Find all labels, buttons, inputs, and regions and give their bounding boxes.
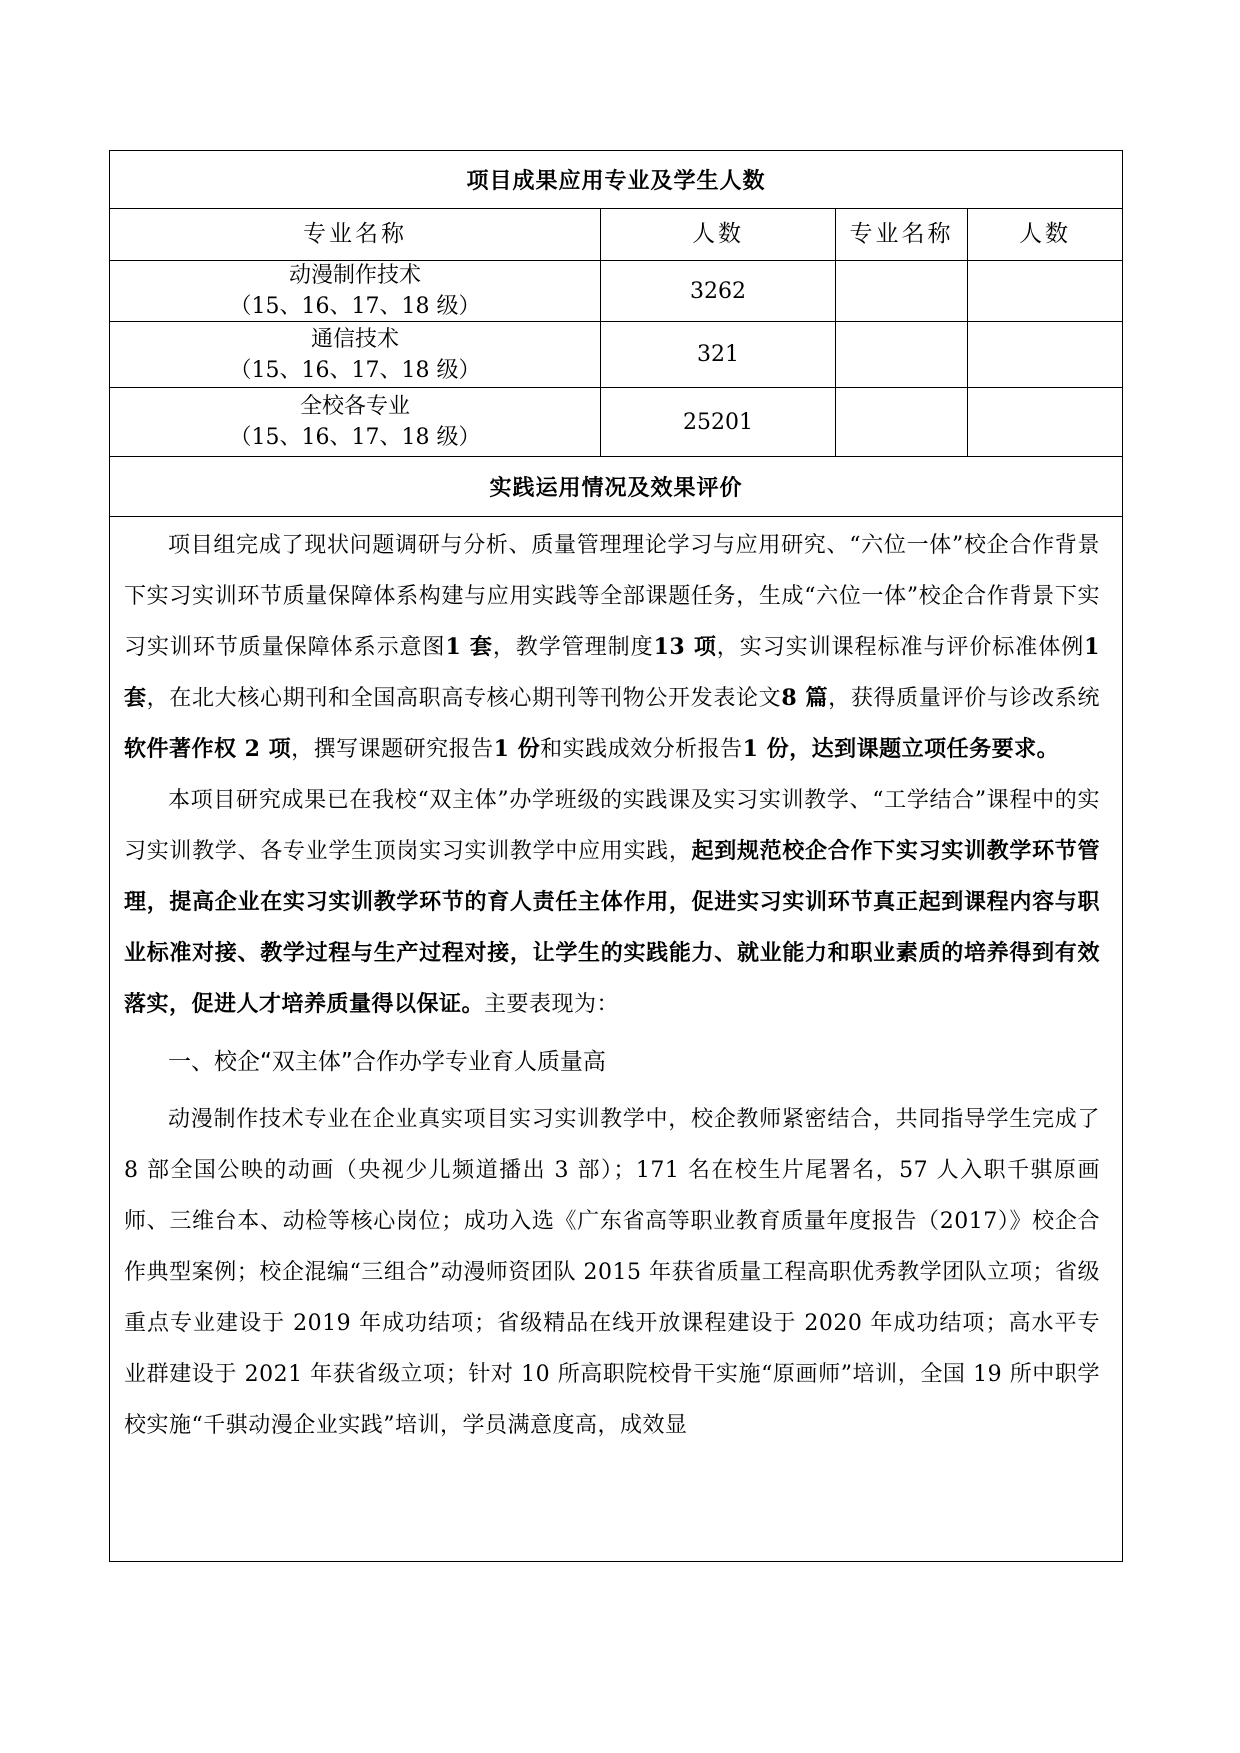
- paragraph-application: 本项目研究成果已在我校“双主体”办学班级的实践课及实习实训教学、“工学结合”课程中的实习实训教学、各专业学生顶岗实习实训教学中应用实践，起到规范校企合作下实习实训教学环节管理，提高企业在实习实训教学环节的育人责任主体作用，促进实习实训环节真正起到课程内容与职业标准对接、教学过程与生产过程对接，让学生的实践能力、就业能力和职业素质的培养得到有效落实，促进人才培养质量得以保证。主要表现为：: [124, 788, 1100, 1017]
- table-title: 项目成果应用专业及学生人数: [466, 168, 766, 194]
- header-major-name: 专业名称: [110, 209, 601, 260]
- major-grades: （15、16、17、18 级）: [229, 425, 481, 450]
- table-row: [110, 261, 1122, 322]
- major-cell: [110, 388, 601, 456]
- empty-cell: [836, 261, 968, 321]
- major-grades: （15、16、17、18 级）: [229, 357, 481, 383]
- empty-cell: [836, 388, 968, 456]
- major-name: 动漫制作技术: [288, 263, 421, 288]
- paragraph-results: 项目组完成了现状问题调研与分析、质量管理理论学习与应用研究、“六位一体”校企合作背景下实习实训环节质量保障体系构建与应用实践等全部课题任务，生成“六位一体”校企合作背景下实习实训环节质量保障体系示意图1 套，教学管理制度13 项，实习实训课程标准与评价标准体例1 套，在北大核心期刊和全国高职高专核心期刊等刊物公开发表论文8 篇，获得质量评价与诊改系统软件著作权 2 项，撰写课题研究报告1 份和实践成效分析报告1 份，达到课题立项任务要求。: [124, 533, 1100, 762]
- table-row: [110, 388, 1122, 457]
- header-count: 人数: [601, 209, 836, 260]
- section-title: 实践运用情况及效果评价: [489, 475, 743, 501]
- section-title-row: [110, 457, 1122, 517]
- major-name: 全校各专业: [299, 394, 410, 419]
- empty-cell: [836, 322, 968, 387]
- empty-cell: [968, 322, 1122, 387]
- header-major-name-2: 专业名称: [836, 209, 968, 260]
- evaluation-body: [110, 517, 1122, 1561]
- table-header-row: [110, 209, 1122, 261]
- major-cell: [110, 261, 601, 321]
- empty-cell: [968, 388, 1122, 456]
- student-count: 25201: [601, 388, 836, 456]
- student-count: 3262: [601, 261, 836, 321]
- major-name: 通信技术: [310, 326, 399, 352]
- table-row: [110, 322, 1122, 388]
- application-form-table: [109, 150, 1123, 1562]
- major-grades: （15、16、17、18 级）: [229, 294, 481, 319]
- student-count: 321: [601, 322, 836, 387]
- subheading-dual-subject: 一、校企“双主体”合作办学专业育人质量高: [168, 1049, 606, 1075]
- major-cell: [110, 322, 601, 387]
- empty-cell: [968, 261, 1122, 321]
- table-title-row: [110, 151, 1122, 209]
- students-table: [110, 209, 1122, 457]
- paragraph-animation-major: 动漫制作技术专业在企业真实项目实习实训教学中，校企教师紧密结合，共同指导学生完成了 8 部全国公映的动画（央视少儿频道播出 3 部）；171 名在校生片尾署名，57 人入职千骐原画师、三维台本、动检等核心岗位；成功入选《广东省高等职业教育质量年度报告（2017）》校企合作典型案例；校企混编“三组合”动漫师资团队 2015 年获省质量工程高职优秀教学团队立项；省级重点专业建设于 2019 年成功结项；省级精品在线开放课程建设于 2020 年成功结项；高水平专业群建设于 2021 年获省级立项；针对 10 所高职院校骨干实施“原画师”培训，全国 19 所中职学校实施“千骐动漫企业实践”培训，学员满意度高，成效显: [124, 1107, 1100, 1438]
- header-count-2: 人数: [1019, 221, 1071, 247]
